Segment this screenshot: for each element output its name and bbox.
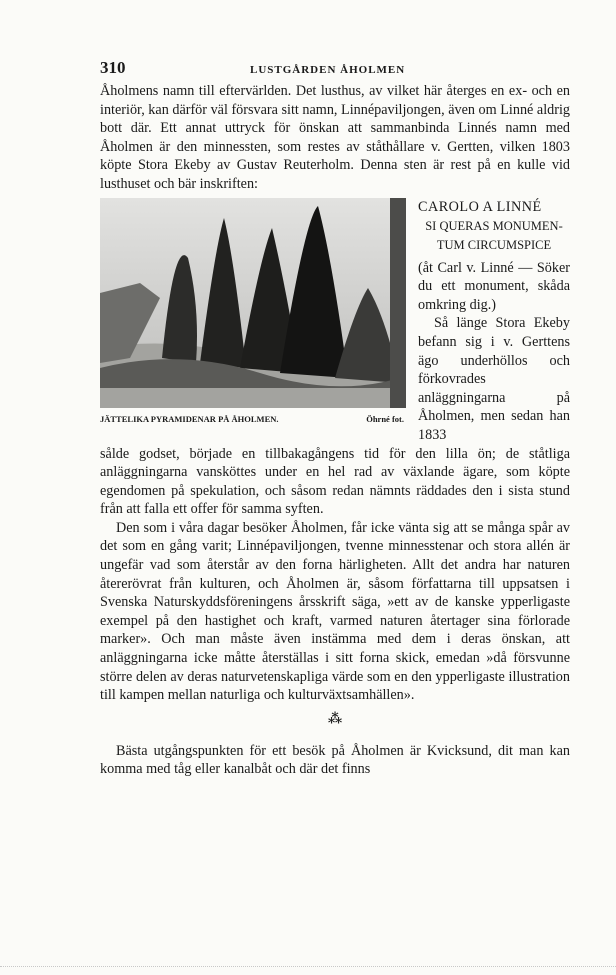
intro-paragraph: Åholmens namn till eftervärlden. Det lusthus, av vilket här återges en ex- och en interiör, kan därför väl försvara sitt namn, Linnépaviljongen, även om Linné aldrig bott där. Ett annat uttryck för önskan att sammanbinda Linnés namn med Åholmen är den minnessten, som restes av ståthållare v. Gertten, vilken 1803 köpte Stora Ekeby av Gustav Reuterholm. Denna sten är rest på en kulle vid lusthuset och bär inskriften: bbox=[100, 83, 570, 192]
figure-caption bbox=[100, 414, 410, 424]
inscription-line-1: CAROLO A LINNÉ bbox=[418, 198, 542, 215]
side-continuation: Så länge Stora Ekeby befann sig i v. Gerttens ägo underhöllos och förkovrades anläggningarna på Åholmen, men sedan han 1833 bbox=[418, 315, 570, 443]
caption-text: JÄTTELIKA PYRAMIDENAR PÅ ÅHOLMEN. bbox=[100, 413, 279, 424]
photo-credit: Öhrné fot. bbox=[366, 413, 404, 424]
side-column bbox=[410, 198, 570, 445]
inscription-translation: (åt Carl v. Linné — Söker du ett monument, skåda omkring dig.) bbox=[418, 259, 570, 313]
poplar-photo bbox=[100, 198, 406, 408]
paragraph-3: Bästa utgångspunkten för ett besök på Åholmen är Kvicksund, dit man kan komma med tåg eller kanalbåt och där det finns bbox=[100, 742, 570, 778]
figure bbox=[100, 198, 410, 445]
inscription-line-3: TUM CIRCUMSPICE bbox=[436, 237, 552, 252]
book-page bbox=[100, 58, 570, 779]
figure-block bbox=[100, 198, 570, 445]
inscription-line-2: SI QUERAS MONUMEN- bbox=[425, 218, 563, 233]
after-figure-text: sålde godset, började en tillbakagångens tid för den lilla ön; de ståtliga anläggningarna vansköttes under en hel rad av växlande ägare, som köpte egendomen på spekulation, och såsom redan nämnts räddades den i sista stund från att falla ett offer för samma syften. bbox=[100, 445, 570, 518]
paragraph-2: Den som i våra dagar besöker Åholmen, får icke vänta sig att se många spår av det som en gång varit; Linnépaviljongen, tvenne minnesstenar och stora allén är ungefär vad som återstår av den forna härligheten. Allt det andra har naturen återerövrat från kulturen, och Åholmen är, såsom författarna till uppsatsen i Svenska Naturskyddsföreningens årsskrift säga, »ett av de kanske ypperligaste exempel på den hastighet och kraft, varmed naturen återtager sina förlorade marker». Och man måste även instämma med dem i deras önskan, att anläggningarna icke måtte återställas i sitt forna skick, emedan »då försvunne större delen av deras naturvetenskapliga värde som en den ypperligaste illustration till kampen mellan naturliga och kulturväxtsamhällen». bbox=[100, 519, 570, 704]
page-number: 310 bbox=[100, 58, 126, 77]
section-separator: ⁂ bbox=[327, 711, 343, 727]
running-title: LUSTGÅRDEN ÅHOLMEN bbox=[250, 64, 406, 76]
scan-bottom-edge bbox=[0, 966, 616, 967]
page-header bbox=[100, 58, 570, 82]
